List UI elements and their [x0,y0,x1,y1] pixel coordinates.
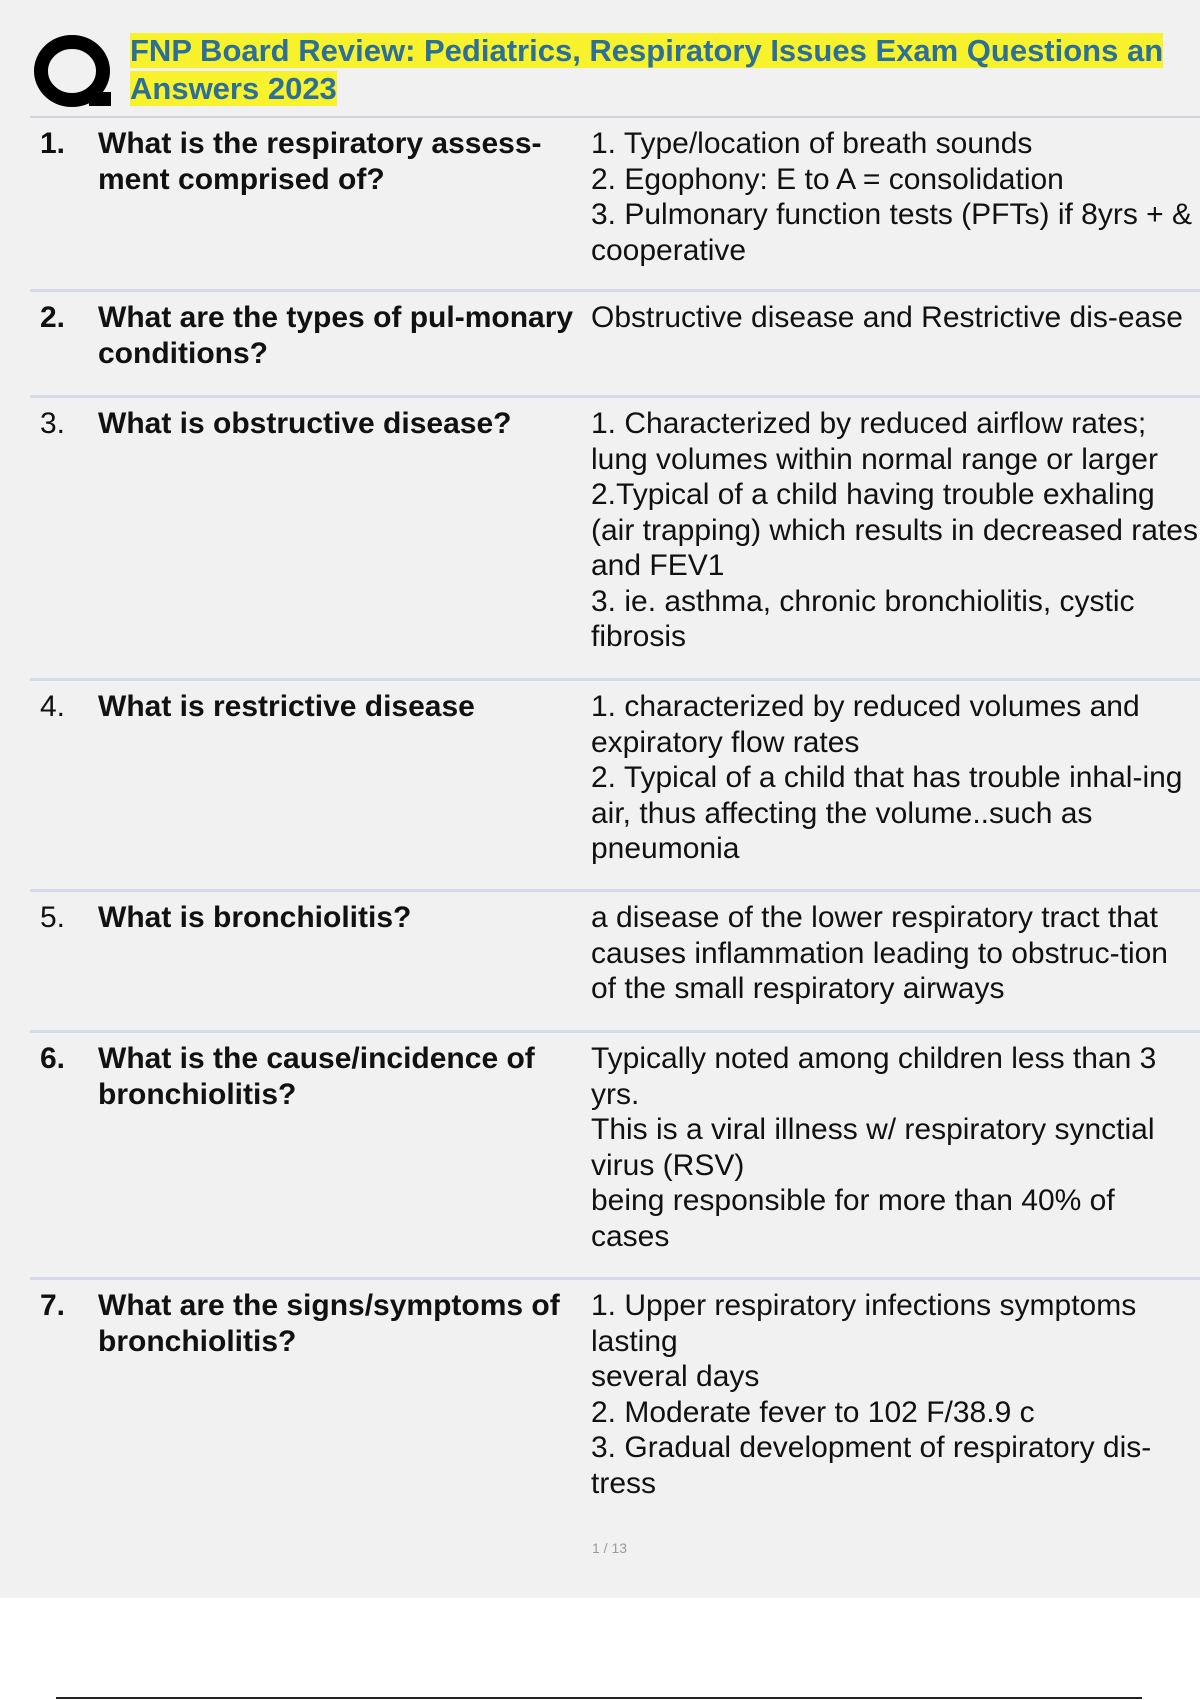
question-number: 3. [40,407,66,440]
answer-text: Typically noted among children less than 3 yrs. This is a viral illness w/ respiratory synctial virus (RSV) being responsible for more than 40% of cases [591,1042,1157,1253]
question-text: What is the cause/incidence of bronchiolitis? [98,1042,535,1111]
question-text: What are the signs/symptoms of bronchiolitis? [98,1289,560,1358]
qa-item [30,1033,1200,1280]
question-number: 1. [40,127,66,160]
question-text: What is obstructive disease? [98,407,512,440]
answer-text: 1. Type/location of breath sounds 2. Egophony: E to A = consolidation 3. Pulmonary function tests (PFTs) if 8yrs + & cooperative [591,127,1193,267]
qa-item [30,292,1200,398]
qa-list [30,118,1200,1510]
question-number: 7. [40,1289,66,1322]
question-text: What is the respiratory assess-ment comprised of? [98,127,542,196]
question-text: What are the types of pul-monary conditions? [98,301,574,370]
question-text: What is restrictive disease [98,690,475,723]
footer-divider [56,1697,1142,1699]
qa-item [30,892,1200,1033]
q-logo-icon [33,34,113,110]
answer-text: a disease of the lower respiratory tract that causes inflammation leading to obstruc-tion of the small respiratory airways [591,901,1168,1005]
question-number: 5. [40,901,66,934]
qa-item [30,118,1200,292]
answer-text: 1. Characterized by reduced airflow rates; lung volumes within normal range or larger 2.Typical of a child having trouble exhaling (air trapping) which results in decreased rates and FEV1 3. ie. asthma, chronic bronchiolitis, cystic fibrosis [591,407,1198,653]
qa-item [30,398,1200,681]
qa-item [30,1280,1200,1510]
qa-item [30,681,1200,892]
question-number: 4. [40,690,66,723]
question-number: 6. [40,1042,66,1075]
question-number: 2. [40,301,66,334]
document-title: FNP Board Review: Pediatrics, Respiratory Issues Exam Questions an Answers 2023 [130,33,1164,106]
answer-text: Obstructive disease and Restrictive dis-ease [591,301,1183,334]
document-header [30,32,1200,116]
answer-text: 1. Upper respiratory infections symptoms lasting several days 2. Moderate fever to 102 F/38.9 c 3. Gradual development of respiratory dis-tress [591,1289,1152,1500]
page-indicator: 1 / 13 [592,1540,628,1556]
answer-text: 1. characterized by reduced volumes and expiratory flow rates 2. Typical of a child that has trouble inhal-ing air, thus affecting the volume..such as pneumonia [591,690,1183,865]
question-text: What is bronchiolitis? [98,901,412,934]
